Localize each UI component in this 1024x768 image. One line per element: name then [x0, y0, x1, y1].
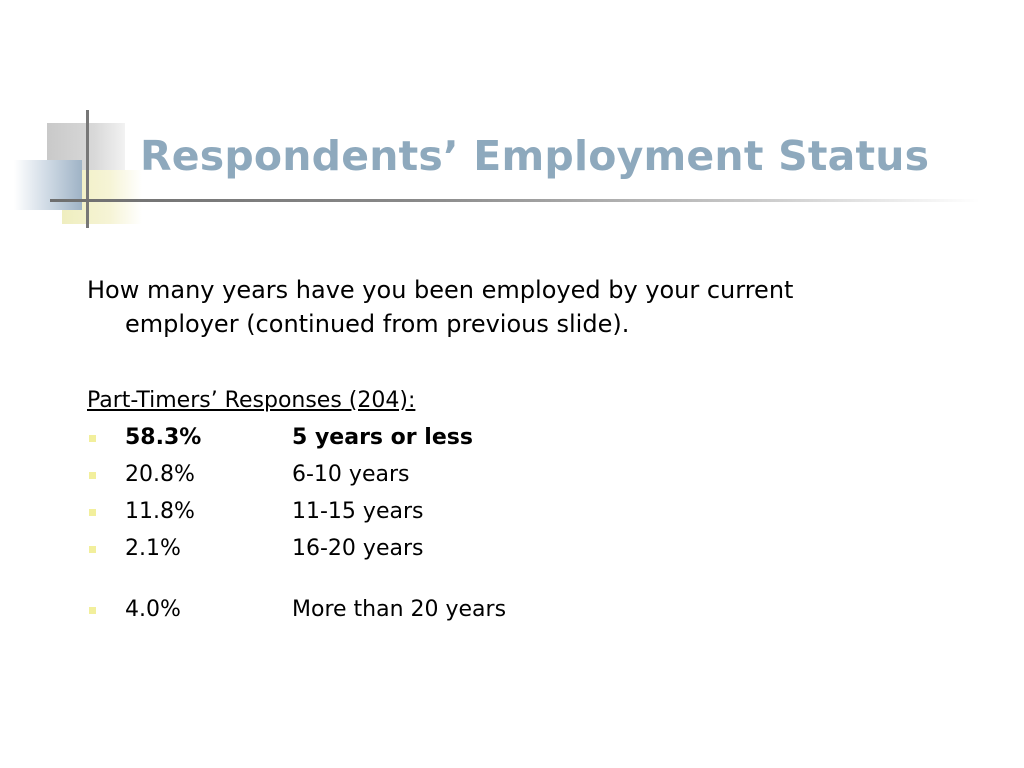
response-percent: 11.8%	[125, 499, 195, 524]
bullet-icon	[89, 546, 96, 553]
response-range: 16-20 years	[292, 536, 424, 561]
response-row	[87, 460, 687, 490]
decoration-vertical-line	[86, 110, 89, 228]
response-range: 5 years or less	[292, 425, 473, 450]
title-underline-rule	[50, 199, 980, 202]
bullet-icon	[89, 607, 96, 614]
response-row	[87, 534, 687, 564]
bullet-icon	[89, 472, 96, 479]
response-range: More than 20 years	[292, 597, 507, 622]
decoration-blue-square	[14, 160, 82, 210]
responses-subheading: Part-Timers’ Responses (204):	[87, 388, 416, 413]
bullet-icon	[89, 509, 96, 516]
response-row	[87, 595, 687, 625]
response-percent: 20.8%	[125, 462, 195, 487]
response-percent: 58.3%	[125, 425, 202, 450]
response-range: 11-15 years	[292, 499, 424, 524]
survey-question-line-1: How many years have you been employed by your current	[87, 276, 794, 304]
survey-question-line-2: employer (continued from previous slide).	[125, 310, 630, 338]
survey-question	[87, 273, 907, 341]
response-row	[87, 497, 687, 527]
slide-title: Respondents’ Employment Status	[140, 132, 930, 180]
bullet-icon	[89, 435, 96, 442]
title-decoration	[0, 0, 150, 240]
response-percent: 4.0%	[125, 597, 181, 622]
response-row	[87, 423, 687, 453]
response-range: 6-10 years	[292, 462, 410, 487]
response-percent: 2.1%	[125, 536, 181, 561]
